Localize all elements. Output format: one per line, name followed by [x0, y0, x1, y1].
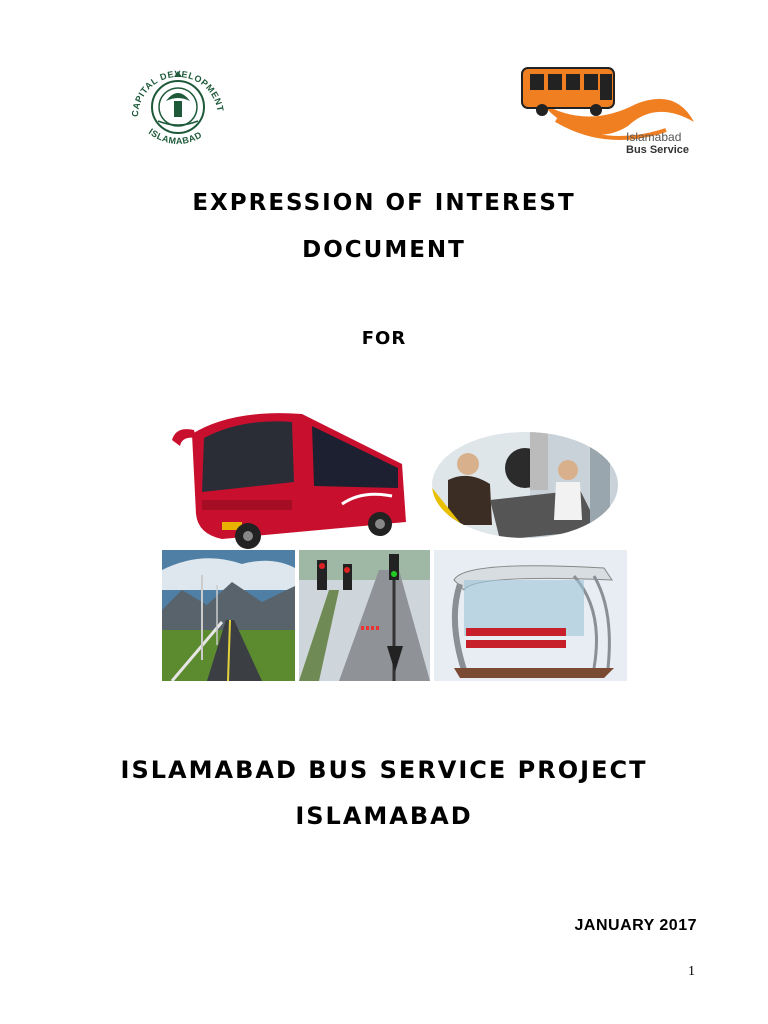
project-title: ISLAMABAD BUS SERVICE PROJECT: [120, 756, 648, 784]
highway-photo: [162, 550, 295, 681]
cda-arc-text: CAPITAL DEVELOPMENT: [129, 68, 226, 118]
driver-photo: [430, 430, 620, 540]
title-for: FOR: [361, 328, 407, 349]
ibs-logo: [516, 60, 696, 160]
title-line2: DOCUMENT: [302, 237, 466, 263]
document-date: JANUARY 2017: [574, 917, 697, 934]
title-line1: EXPRESSION OF INTEREST: [192, 190, 576, 216]
traffic-signal-photo: [299, 550, 430, 681]
bus-photo: [162, 404, 412, 552]
bus-shelter-photo: [434, 550, 627, 681]
ibs-logo-line2: Bus Service: [626, 144, 689, 156]
page-number: 1: [688, 964, 695, 979]
cda-bottom-text: ISLAMABAD: [146, 126, 204, 147]
svg-text:ISLAMABAD: [147, 126, 204, 146]
ibs-logo-line1: Islamabad: [626, 130, 682, 144]
cda-logo: [96, 55, 256, 163]
project-city: ISLAMABAD: [295, 802, 473, 830]
